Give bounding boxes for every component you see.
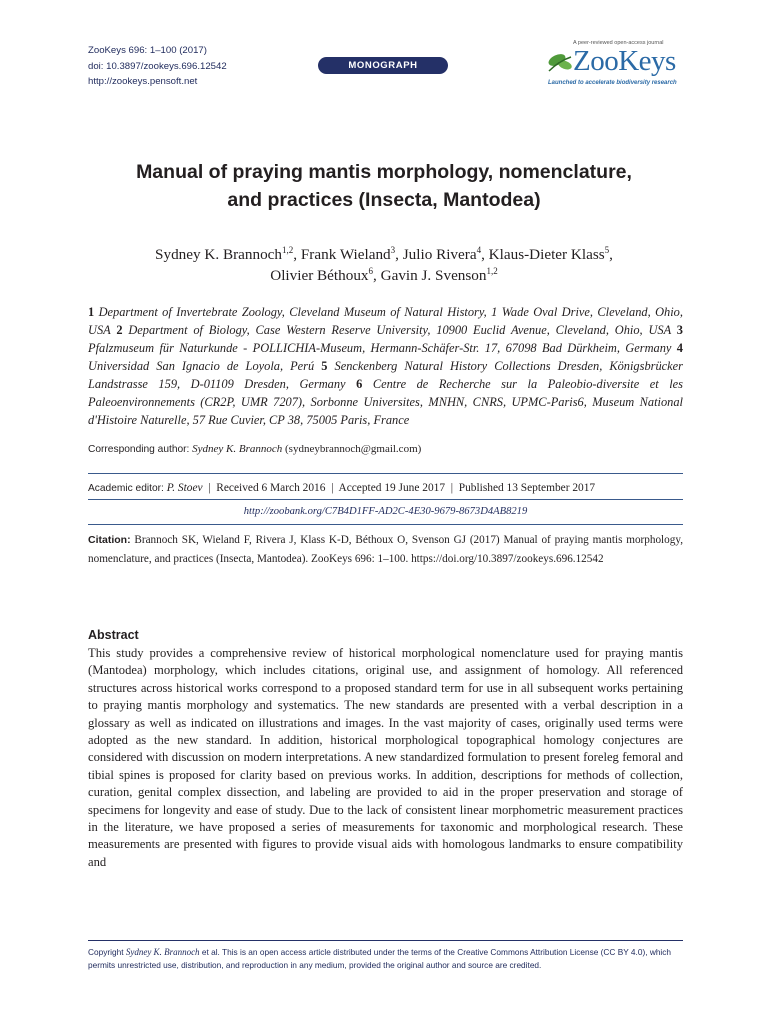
abstract-heading: Abstract xyxy=(88,628,139,642)
corresponding-author xyxy=(88,441,683,458)
affiliation-number: 5 xyxy=(321,359,328,373)
affiliation-number: 1 xyxy=(88,305,95,319)
affiliation-number: 3 xyxy=(676,323,683,337)
divider-bottom xyxy=(88,524,683,525)
doi-line[interactable]: doi: 10.3897/zookeys.696.12542 xyxy=(88,60,227,72)
author-name: Frank Wieland xyxy=(300,246,391,263)
separator: | xyxy=(208,482,211,494)
zoobank-link[interactable]: http://zoobank.org/C7B4D1FF-AD2C-4E30-9679-8673D4AB8219 xyxy=(243,506,528,517)
journal-header xyxy=(88,43,227,90)
corresponding-name: Sydney K. Brannoch xyxy=(192,443,283,455)
affiliation-number: 2 xyxy=(116,323,123,337)
article-title xyxy=(80,158,688,214)
separator: | xyxy=(331,482,334,494)
copyright-etal: et al. xyxy=(201,947,220,957)
logo-slogan: Launched to accelerate biodiversity research xyxy=(548,80,677,86)
author-line-2: Olivier Béthoux$^6$, Gavin J. Svenson$^{1,2}$ xyxy=(270,265,498,284)
author-name: Klaus-Dieter Klass xyxy=(488,246,605,263)
citation xyxy=(88,531,683,569)
author-affil-ref: 1,2 xyxy=(486,265,498,276)
editor-dates-line xyxy=(88,480,683,497)
logo-tagline: A peer-reviewed open-access journal xyxy=(573,40,664,46)
author-name: Gavin J. Svenson xyxy=(380,267,487,284)
affiliations xyxy=(88,303,683,429)
author-line-1: Sydney K. Brannoch$^{1,2}$, Frank Wieland$^3$, Julio Rivera$^4$, Klaus-Dieter Klass$^5$, xyxy=(155,244,613,263)
zookeys-logo xyxy=(545,40,685,90)
corresponding-email[interactable]: (sydneybrannoch@gmail.com) xyxy=(285,443,422,455)
author-affil-ref: 5 xyxy=(604,244,610,255)
author-name: Sydney K. Brannoch xyxy=(155,246,283,263)
affiliation-text: Universidad San Ignacio de Loyola, Perú xyxy=(88,359,315,373)
author-name: Julio Rivera xyxy=(402,246,477,263)
author-affil-ref: 3 xyxy=(390,244,396,255)
affiliation-number: 6 xyxy=(356,377,363,391)
author-list xyxy=(80,244,688,286)
copyright-footer xyxy=(88,946,683,972)
affiliation-text: Department of Invertebrate Zoology, Cleveland Museum of Natural History, 1 Wade Oval Drive, Cleveland, Ohio, USA xyxy=(88,305,683,337)
author-affil-ref: 1,2 xyxy=(282,244,294,255)
citation-label: Citation: xyxy=(88,534,131,546)
article-type-badge: MONOGRAPH xyxy=(318,57,448,74)
affiliation-text: Pfalzmuseum für Naturkunde - POLLICHIA-Museum, Hermann-Schäfer-Str. 17, 67098 Bad Dürkheim, Germany xyxy=(88,341,672,355)
citation-text: Brannoch SK, Wieland F, Rivera J, Klass K-D, Béthoux O, Svenson GJ (2017) Manual of praying mantis morphology, nomenclature, and practices (Insecta, Mantodea). ZooKeys 696: 1–100. https://doi.org/10.3897/zookeys.696.12542 xyxy=(88,534,684,565)
affiliation-text: Centre de Recherche sur la Paleobio-diversite et les Paleoenvironnements (CR2P, UMR 7207), Sorbonne Universites, MNHN, CNRS, UPMC-Paris6, Museum National d'Histoire Naturelle, 57 Rue Cuvier, CP 38, 75005 Paris, France xyxy=(88,377,683,427)
editor-name: P. Stoev xyxy=(166,482,203,494)
journal-url[interactable]: http://zookeys.pensoft.net xyxy=(88,76,198,87)
affiliation-text: Senckenberg Natural History Collections Dresden, Königsbrücker Landstrasse 159, D-01109 Dresden, Germany xyxy=(88,359,683,391)
author-affil-ref: 4 xyxy=(476,244,482,255)
author-affil-ref: 6 xyxy=(368,265,374,276)
author-name: Olivier Béthoux xyxy=(270,267,369,284)
separator: | xyxy=(450,482,454,494)
published-date: Published 13 September 2017 xyxy=(458,482,596,494)
copyright-label: Copyright xyxy=(88,947,124,957)
affiliation-text: Department of Biology, Case Western Reserve University, 10900 Euclid Avenue, Cleveland, Ohio, USA xyxy=(128,323,671,337)
footer-divider xyxy=(88,940,683,941)
affiliation-number: 4 xyxy=(676,341,683,355)
copyright-author: Sydney K. Brannoch xyxy=(125,947,200,957)
abstract-body: This study provides a comprehensive review of historical morphological nomenclature used for praying mantis (Mantodea) morphology, which includes citations, original use, and assignment of homology. All referenced structures across historical works correspond to a proposed standard term for use in all subsequent works pertaining to praying mantis morphology and systematics. The new standards are presented with a verbal description in a glossary as well as indicated on illustrations and images. In the vast majority of cases, originally used terms were adopted as the new standard. In addition, historical morphological topographical homology conjectures are considered with discussion on modern interpretations. A new standardized formulation to present foreleg femoral and tibial spines is proposed for clarity based on previous works. In addition, descriptions for methods of collection, curation, genital complex dissection, and labeling are provided to aid in the proper preservation and storage of specimens for longevity and ease of study. Due to the lack of consistent linear morphometric measurement practices in the literature, we have proposed a series of measurements for taxonomic and morphological research. These measurements are presented with figures to provide visual aids with homologous landmarks to ensure compatibility and xyxy=(88,646,683,869)
divider-middle xyxy=(88,499,683,500)
received-date: Received 6 March 2016 xyxy=(216,482,326,494)
title-line-1: Manual of praying mantis morphology, nomenclature, xyxy=(136,161,632,183)
corresponding-label: Corresponding author: xyxy=(88,444,190,455)
title-line-2: and practices (Insecta, Mantodea) xyxy=(227,189,541,211)
accepted-date: Accepted 19 June 2017 xyxy=(338,482,446,494)
journal-volume-line: ZooKeys 696: 1–100 (2017) xyxy=(88,45,207,56)
divider-top xyxy=(88,473,683,474)
copyright-text: This is an open access article distributed under the terms of the Creative Commons Attribution License (CC BY 4.0), which permits unrestricted use, distribution, and reproduction in any medium, provided the original author and source are credited. xyxy=(88,947,672,970)
logo-wordmark: ZooKeys xyxy=(573,45,676,77)
editor-label: Academic editor: xyxy=(88,483,164,494)
